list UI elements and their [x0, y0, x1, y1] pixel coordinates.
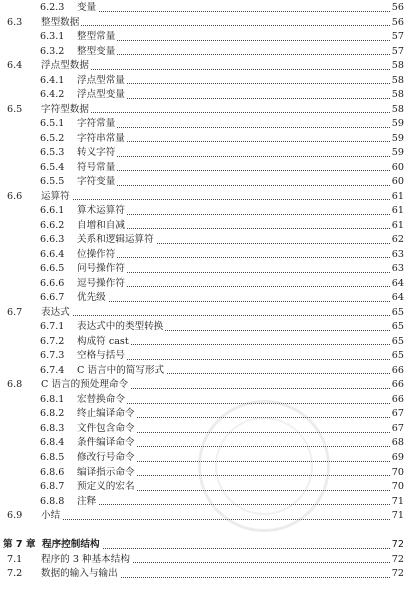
toc-entry-title: 算术运算符: [77, 205, 125, 217]
toc-entry-page-number: 66: [391, 379, 404, 391]
toc-entry: [0, 190, 413, 205]
toc-entry: [0, 219, 413, 234]
toc-entry-page-number: 67: [391, 408, 404, 420]
toc-entry: [0, 466, 413, 481]
toc-entry-page-number: 66: [391, 393, 404, 405]
toc-entry-page-number: 57: [391, 31, 404, 43]
toc-entry-title: 宏替换命令: [77, 393, 125, 405]
toc-entry-number: 6.5.4: [40, 161, 65, 173]
toc-entry: [0, 553, 413, 568]
toc-entry-title: 表达式: [41, 306, 70, 318]
toc-entry-number: 6.7.2: [40, 335, 65, 347]
toc-entry-number: 6.8.4: [40, 437, 65, 449]
toc-entry-page-number: 70: [391, 481, 404, 493]
toc-entry-title: 字符常量: [77, 118, 116, 130]
toc-entry-title: 终止编译命令: [77, 408, 135, 420]
toc-entry-page-number: 64: [391, 277, 404, 289]
toc-entry-title: 条件编译命令: [77, 437, 135, 449]
toc-entry: [0, 248, 413, 263]
toc-entry-title: 程序的 3 种基本结构: [41, 553, 130, 565]
toc-entry-page-number: 64: [391, 292, 404, 304]
toc-entry: [0, 422, 413, 437]
toc-entry-number: 7.1: [7, 553, 23, 565]
toc-entry-title: 修改行号命令: [77, 451, 135, 463]
toc-entry-page-number: 69: [391, 451, 404, 463]
toc-entry-page-number: 65: [391, 321, 404, 333]
toc-entry: [0, 407, 413, 422]
toc-entry-title: C 语言中的简写形式: [77, 364, 165, 376]
toc-entry-page-number: 62: [391, 234, 404, 246]
toc-entry-title: 小结: [41, 510, 61, 522]
toc-entry: [0, 1, 413, 16]
section-spacer: [0, 524, 413, 539]
toc-entry-number: 6.5.2: [40, 132, 65, 144]
toc-entry-title: 空格与括号: [77, 350, 125, 362]
toc-entry-number: 6.5.5: [40, 176, 65, 188]
toc-entry-title: 位操作符: [77, 248, 116, 260]
toc-entry: [0, 16, 413, 31]
dot-leader: [41, 69, 392, 70]
dot-leader: [41, 199, 392, 200]
dot-leader: [77, 185, 392, 186]
toc-entry: [0, 291, 413, 306]
toc-entry-title: 整型常量: [77, 31, 116, 43]
toc-entry-number: 6.6.6: [40, 277, 65, 289]
toc-entry-page-number: 68: [391, 437, 404, 449]
toc-entry-title: 字符型数据: [41, 103, 89, 115]
toc-entry-number: 6.4.2: [40, 89, 65, 101]
toc-entry-title: 浮点型常量: [77, 74, 125, 86]
toc-entry-page-number: 72: [391, 539, 404, 551]
toc-entry: [0, 378, 413, 393]
dot-leader: [77, 54, 392, 55]
toc-entry: [0, 364, 413, 379]
toc-entry: [0, 74, 413, 89]
toc-entry-page-number: 56: [391, 2, 404, 13]
toc-entry: [0, 45, 413, 60]
toc-entry: [0, 451, 413, 466]
dot-leader: [77, 156, 392, 157]
toc-entry-number: 6.5.3: [40, 147, 65, 159]
toc-entry-number: 6.3.2: [40, 45, 65, 57]
toc-entry-number: 6.8.8: [40, 495, 65, 507]
toc-entry-title: 整型数据: [41, 16, 80, 28]
toc-entry: [0, 59, 413, 74]
toc-entry-title: 预定义的宏名: [77, 481, 135, 493]
toc-entry: [0, 393, 413, 408]
toc-entry-number: 6.3: [7, 16, 23, 28]
toc-entry-page-number: 61: [391, 205, 404, 217]
toc-entry-number: 6.7.1: [40, 321, 65, 333]
toc-entry-number: 6.7.3: [40, 350, 65, 362]
toc-chapter-entry: [0, 538, 413, 553]
toc-entry-title: 自增和自减: [77, 219, 125, 231]
toc-entry-page-number: 58: [391, 74, 404, 86]
toc-entry-page-number: 59: [391, 132, 404, 144]
toc-entry-number: 6.6.2: [40, 219, 65, 231]
toc-entry: [0, 349, 413, 364]
toc-entry-title: 文件包含命令: [77, 422, 135, 434]
toc-entry-page-number: 61: [391, 190, 404, 202]
toc-entry: [0, 103, 413, 118]
toc-entry-number: 6.4: [7, 60, 23, 72]
toc-entry-title: 浮点型数据: [41, 60, 89, 72]
toc-entry: [0, 320, 413, 335]
toc-entry-number: 6.9: [7, 510, 23, 522]
toc-entry: [0, 306, 413, 321]
toc-entry: [0, 233, 413, 248]
toc-entry-number: 6.5: [7, 103, 23, 115]
toc-entry-title: 表达式中的类型转换: [77, 321, 164, 333]
toc-entry-number: 6.4.1: [40, 74, 65, 86]
toc-entry: [0, 495, 413, 510]
toc-entry-number: 6.8.1: [40, 393, 65, 405]
dot-leader: [77, 257, 392, 258]
toc-entry-number: 7.2: [7, 568, 23, 580]
toc-entry-title: 优先级: [77, 292, 106, 304]
toc-entry-page-number: 56: [391, 16, 404, 28]
toc-entry-number: 第 7 章: [3, 539, 36, 551]
toc-entry-title: 数据的输入与输出: [41, 568, 118, 580]
toc-entry-number: 6.8.3: [40, 422, 65, 434]
toc-entry-title: 逗号操作符: [77, 277, 125, 289]
toc-entry-number: 6.7.4: [40, 364, 65, 376]
toc-entry: [0, 436, 413, 451]
table-of-contents: [0, 1, 413, 582]
toc-entry-number: 6.5.1: [40, 118, 65, 130]
toc-entry-number: 6.8.2: [40, 408, 65, 420]
toc-entry-page-number: 67: [391, 422, 404, 434]
dot-leader: [77, 170, 392, 171]
toc-entry-page-number: 58: [391, 103, 404, 115]
toc-entry-title: 构成符 cast: [77, 335, 129, 347]
toc-entry-page-number: 65: [391, 306, 404, 318]
toc-entry: [0, 88, 413, 103]
toc-entry-page-number: 63: [391, 263, 404, 275]
toc-entry-page-number: 60: [391, 176, 404, 188]
toc-entry-page-number: 60: [391, 161, 404, 173]
toc-entry-page-number: 71: [391, 495, 404, 507]
toc-entry-number: 6.8.5: [40, 451, 65, 463]
toc-entry-title: 浮点型变量: [77, 89, 125, 101]
dot-leader: [41, 112, 392, 113]
toc-entry-title: 转义字符: [77, 147, 116, 159]
toc-entry-page-number: 58: [391, 60, 404, 72]
toc-entry: [0, 175, 413, 190]
toc-entry-number: 6.3.1: [40, 31, 65, 43]
toc-entry-title: 符号常量: [77, 161, 116, 173]
toc-entry-page-number: 58: [391, 89, 404, 101]
toc-entry-page-number: 71: [391, 510, 404, 522]
toc-entry-number: 6.8.6: [40, 466, 65, 478]
toc-entry-number: 6.6.7: [40, 292, 65, 304]
toc-entry-number: 6.6.4: [40, 248, 65, 260]
dot-leader: [77, 301, 392, 302]
toc-entry-title: 问号操作符: [77, 263, 125, 275]
toc-entry: [0, 146, 413, 161]
toc-entry-page-number: 57: [391, 45, 404, 57]
toc-entry-page-number: 70: [391, 466, 404, 478]
dot-leader: [77, 11, 392, 12]
dot-leader: [77, 40, 392, 41]
dot-leader: [41, 25, 392, 26]
toc-entry: [0, 30, 413, 45]
toc-entry-number: 6.6: [7, 190, 23, 202]
toc-entry-page-number: 66: [391, 364, 404, 376]
toc-entry: [0, 335, 413, 350]
toc-entry-number: 6.6.5: [40, 263, 65, 275]
toc-entry: [0, 132, 413, 147]
toc-entry-title: 字符变量: [77, 176, 116, 188]
toc-entry: [0, 117, 413, 132]
toc-entry-number: 6.8: [7, 379, 23, 391]
dot-leader: [77, 127, 392, 128]
toc-entry-number: 6.8.7: [40, 481, 65, 493]
toc-entry: [0, 277, 413, 292]
toc-entry: [0, 262, 413, 277]
dot-leader: [77, 504, 392, 505]
toc-entry-page-number: 63: [391, 248, 404, 260]
toc-entry-title: 编译指示命令: [77, 466, 135, 478]
toc-entry: [0, 480, 413, 495]
toc-entry-page-number: 72: [391, 568, 404, 580]
toc-entry-page-number: 59: [391, 147, 404, 159]
toc-entry-title: C 语言的预处理命令: [41, 379, 129, 391]
toc-entry-title: 关系和逻辑运算符: [77, 234, 154, 246]
toc-entry-title: 整型变量: [77, 45, 116, 57]
toc-entry-page-number: 65: [391, 350, 404, 362]
toc-entry-page-number: 61: [391, 219, 404, 231]
dot-leader: [41, 519, 392, 520]
toc-entry-page-number: 72: [391, 553, 404, 565]
toc-entry-title: 字符串常量: [77, 132, 125, 144]
toc-entry-title: 程序控制结构: [42, 539, 100, 551]
toc-entry: [0, 161, 413, 176]
toc-entry-number: 6.7: [7, 306, 23, 318]
toc-entry-page-number: 65: [391, 335, 404, 347]
toc-entry: [0, 567, 413, 582]
toc-entry-title: 变量: [77, 2, 97, 13]
toc-entry-page-number: 59: [391, 118, 404, 130]
dot-leader: [41, 315, 392, 316]
toc-entry-number: 6.6.1: [40, 205, 65, 217]
toc-entry: [0, 204, 413, 219]
toc-entry-number: 6.6.3: [40, 234, 65, 246]
toc-entry-title: 注释: [77, 495, 97, 507]
toc-entry: [0, 509, 413, 524]
toc-entry-number: 6.2.3: [40, 2, 65, 13]
toc-entry-title: 运算符: [41, 190, 70, 202]
